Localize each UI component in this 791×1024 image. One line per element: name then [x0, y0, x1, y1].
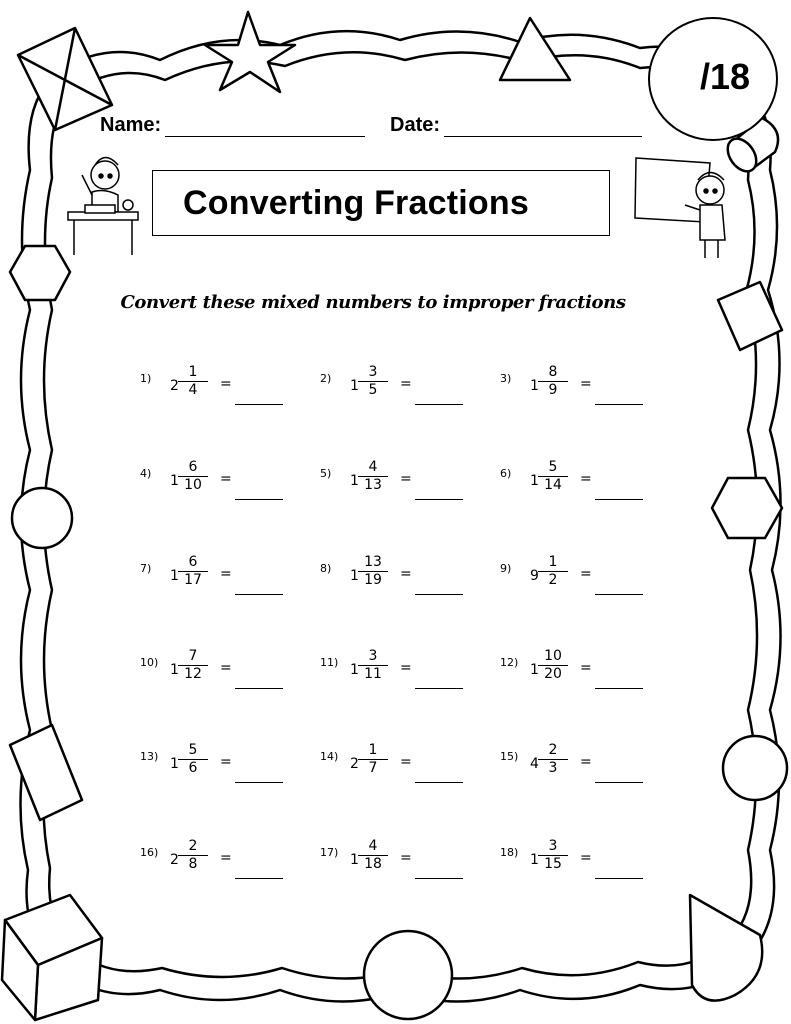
problem-item	[500, 459, 660, 527]
whole-number: 1	[530, 378, 539, 394]
equals-sign: =	[220, 376, 232, 392]
numerator: 2	[188, 838, 198, 854]
fraction	[540, 838, 566, 872]
answer-blank[interactable]	[595, 688, 643, 689]
numerator: 1	[368, 742, 378, 758]
fraction	[180, 838, 206, 872]
problem-item	[320, 838, 480, 906]
teacher-at-board-illustration	[635, 158, 725, 258]
equals-sign: =	[580, 376, 592, 392]
answer-blank[interactable]	[235, 499, 283, 500]
denominator: 5	[368, 382, 378, 398]
denominator: 18	[364, 856, 382, 872]
page-title: Converting Fractions	[183, 183, 529, 222]
whole-number: 2	[170, 378, 179, 394]
equals-sign: =	[400, 850, 412, 866]
fraction	[360, 554, 386, 588]
numerator: 10	[544, 648, 562, 664]
problem-item	[500, 742, 660, 810]
equals-sign: =	[220, 471, 232, 487]
circle-icon	[723, 736, 787, 800]
whole-number: 1	[350, 378, 359, 394]
problem-item	[320, 648, 480, 716]
denominator: 10	[184, 477, 202, 493]
problem-number: 2)	[320, 372, 332, 385]
answer-blank[interactable]	[595, 594, 643, 595]
equals-sign: =	[400, 471, 412, 487]
equals-sign: =	[220, 850, 232, 866]
whole-number: 1	[350, 568, 359, 584]
name-label: Name:	[100, 114, 162, 136]
fraction	[180, 364, 206, 398]
equals-sign: =	[580, 850, 592, 866]
fraction	[360, 364, 386, 398]
star-icon	[205, 12, 295, 92]
student-at-desk-illustration	[68, 158, 138, 256]
problem-item	[140, 364, 300, 432]
whole-number: 1	[530, 662, 539, 678]
fraction	[360, 459, 386, 493]
numerator: 4	[368, 459, 378, 475]
problem-item	[500, 838, 660, 906]
denominator: 7	[368, 760, 378, 776]
problem-number: 15)	[500, 750, 519, 763]
answer-blank[interactable]	[415, 878, 463, 879]
denominator: 12	[184, 666, 202, 682]
fraction	[360, 838, 386, 872]
numerator: 13	[364, 554, 382, 570]
problem-number: 11)	[320, 656, 339, 669]
problem-number: 3)	[500, 372, 512, 385]
circle-icon	[12, 488, 72, 548]
answer-blank[interactable]	[595, 782, 643, 783]
numerator: 7	[188, 648, 198, 664]
numerator: 6	[188, 459, 198, 475]
problem-number: 7)	[140, 562, 152, 575]
problem-number: 18)	[500, 846, 519, 859]
problem-number: 13)	[140, 750, 159, 763]
fraction	[360, 648, 386, 682]
denominator: 3	[548, 760, 558, 776]
numerator: 3	[548, 838, 558, 854]
denominator: 17	[184, 572, 202, 588]
answer-blank[interactable]	[235, 688, 283, 689]
numerator: 2	[548, 742, 558, 758]
whole-number: 9	[530, 568, 539, 584]
whole-number: 1	[530, 852, 539, 868]
equals-sign: =	[400, 660, 412, 676]
equals-sign: =	[400, 376, 412, 392]
problem-number: 9)	[500, 562, 512, 575]
equals-sign: =	[220, 566, 232, 582]
whole-number: 1	[170, 568, 179, 584]
equals-sign: =	[580, 471, 592, 487]
cube-icon	[2, 895, 102, 1020]
sphere-icon	[364, 931, 452, 1019]
problem-item	[320, 364, 480, 432]
denominator: 15	[544, 856, 562, 872]
problem-number: 1)	[140, 372, 152, 385]
title-box	[152, 170, 610, 236]
denominator: 6	[188, 760, 198, 776]
whole-number: 2	[170, 852, 179, 868]
triangle-icon	[500, 18, 570, 80]
problem-item	[140, 648, 300, 716]
numerator: 5	[188, 742, 198, 758]
whole-number: 1	[170, 756, 179, 772]
fraction	[180, 459, 206, 493]
equals-sign: =	[400, 754, 412, 770]
problem-number: 6)	[500, 467, 512, 480]
problem-item	[140, 459, 300, 527]
problem-item	[320, 742, 480, 810]
instructions: Convert these mixed numbers to improper fractions	[120, 292, 626, 313]
score-total: /18	[700, 56, 751, 97]
answer-blank[interactable]	[595, 404, 643, 405]
answer-blank[interactable]	[595, 499, 643, 500]
problem-item	[320, 459, 480, 527]
answer-blank[interactable]	[415, 688, 463, 689]
answer-blank[interactable]	[235, 782, 283, 783]
answer-blank[interactable]	[235, 878, 283, 879]
equals-sign: =	[580, 660, 592, 676]
name-blank-line[interactable]	[165, 118, 365, 137]
answer-blank[interactable]	[235, 594, 283, 595]
numerator: 1	[548, 554, 558, 570]
problem-item	[500, 364, 660, 432]
denominator: 11	[364, 666, 382, 682]
numerator: 1	[188, 364, 198, 380]
numerator: 3	[368, 648, 378, 664]
numerator: 4	[368, 838, 378, 854]
denominator: 9	[548, 382, 558, 398]
problem-item	[140, 838, 300, 906]
problem-number: 5)	[320, 467, 332, 480]
whole-number: 2	[350, 756, 359, 772]
whole-number: 1	[170, 662, 179, 678]
numerator: 6	[188, 554, 198, 570]
problem-item	[140, 554, 300, 622]
fraction	[180, 648, 206, 682]
whole-number: 1	[350, 852, 359, 868]
answer-blank[interactable]	[415, 594, 463, 595]
problem-number: 10)	[140, 656, 159, 669]
denominator: 14	[544, 477, 562, 493]
equals-sign: =	[220, 754, 232, 770]
equals-sign: =	[580, 566, 592, 582]
whole-number: 1	[350, 473, 359, 489]
problem-number: 14)	[320, 750, 339, 763]
problem-number: 4)	[140, 467, 152, 480]
name-field	[100, 114, 365, 137]
problem-item	[320, 554, 480, 622]
denominator: 4	[188, 382, 198, 398]
numerator: 8	[548, 364, 558, 380]
denominator: 20	[544, 666, 562, 682]
answer-blank[interactable]	[235, 404, 283, 405]
denominator: 8	[188, 856, 198, 872]
denominator: 13	[364, 477, 382, 493]
fraction	[180, 554, 206, 588]
denominator: 2	[548, 572, 558, 588]
problem-number: 12)	[500, 656, 519, 669]
fraction	[540, 364, 566, 398]
date-blank-line[interactable]	[444, 118, 642, 137]
fraction	[360, 742, 386, 776]
problem-item	[500, 648, 660, 716]
fraction	[180, 742, 206, 776]
problem-number: 16)	[140, 846, 159, 859]
fraction	[540, 648, 566, 682]
fraction	[540, 459, 566, 493]
whole-number: 4	[530, 756, 539, 772]
equals-sign: =	[580, 754, 592, 770]
answer-blank[interactable]	[415, 499, 463, 500]
answer-blank[interactable]	[415, 404, 463, 405]
numerator: 5	[548, 459, 558, 475]
cone-icon	[690, 895, 762, 1001]
denominator: 19	[364, 572, 382, 588]
problem-number: 8)	[320, 562, 332, 575]
whole-number: 1	[530, 473, 539, 489]
problem-item	[500, 554, 660, 622]
hexagon-icon	[712, 478, 782, 538]
date-field	[390, 114, 642, 137]
problem-item	[140, 742, 300, 810]
answer-blank[interactable]	[595, 878, 643, 879]
problem-number: 17)	[320, 846, 339, 859]
date-label: Date:	[390, 114, 441, 136]
numerator: 3	[368, 364, 378, 380]
whole-number: 1	[170, 473, 179, 489]
fraction	[540, 554, 566, 588]
equals-sign: =	[400, 566, 412, 582]
answer-blank[interactable]	[415, 782, 463, 783]
equals-sign: =	[220, 660, 232, 676]
fraction	[540, 742, 566, 776]
whole-number: 1	[350, 662, 359, 678]
